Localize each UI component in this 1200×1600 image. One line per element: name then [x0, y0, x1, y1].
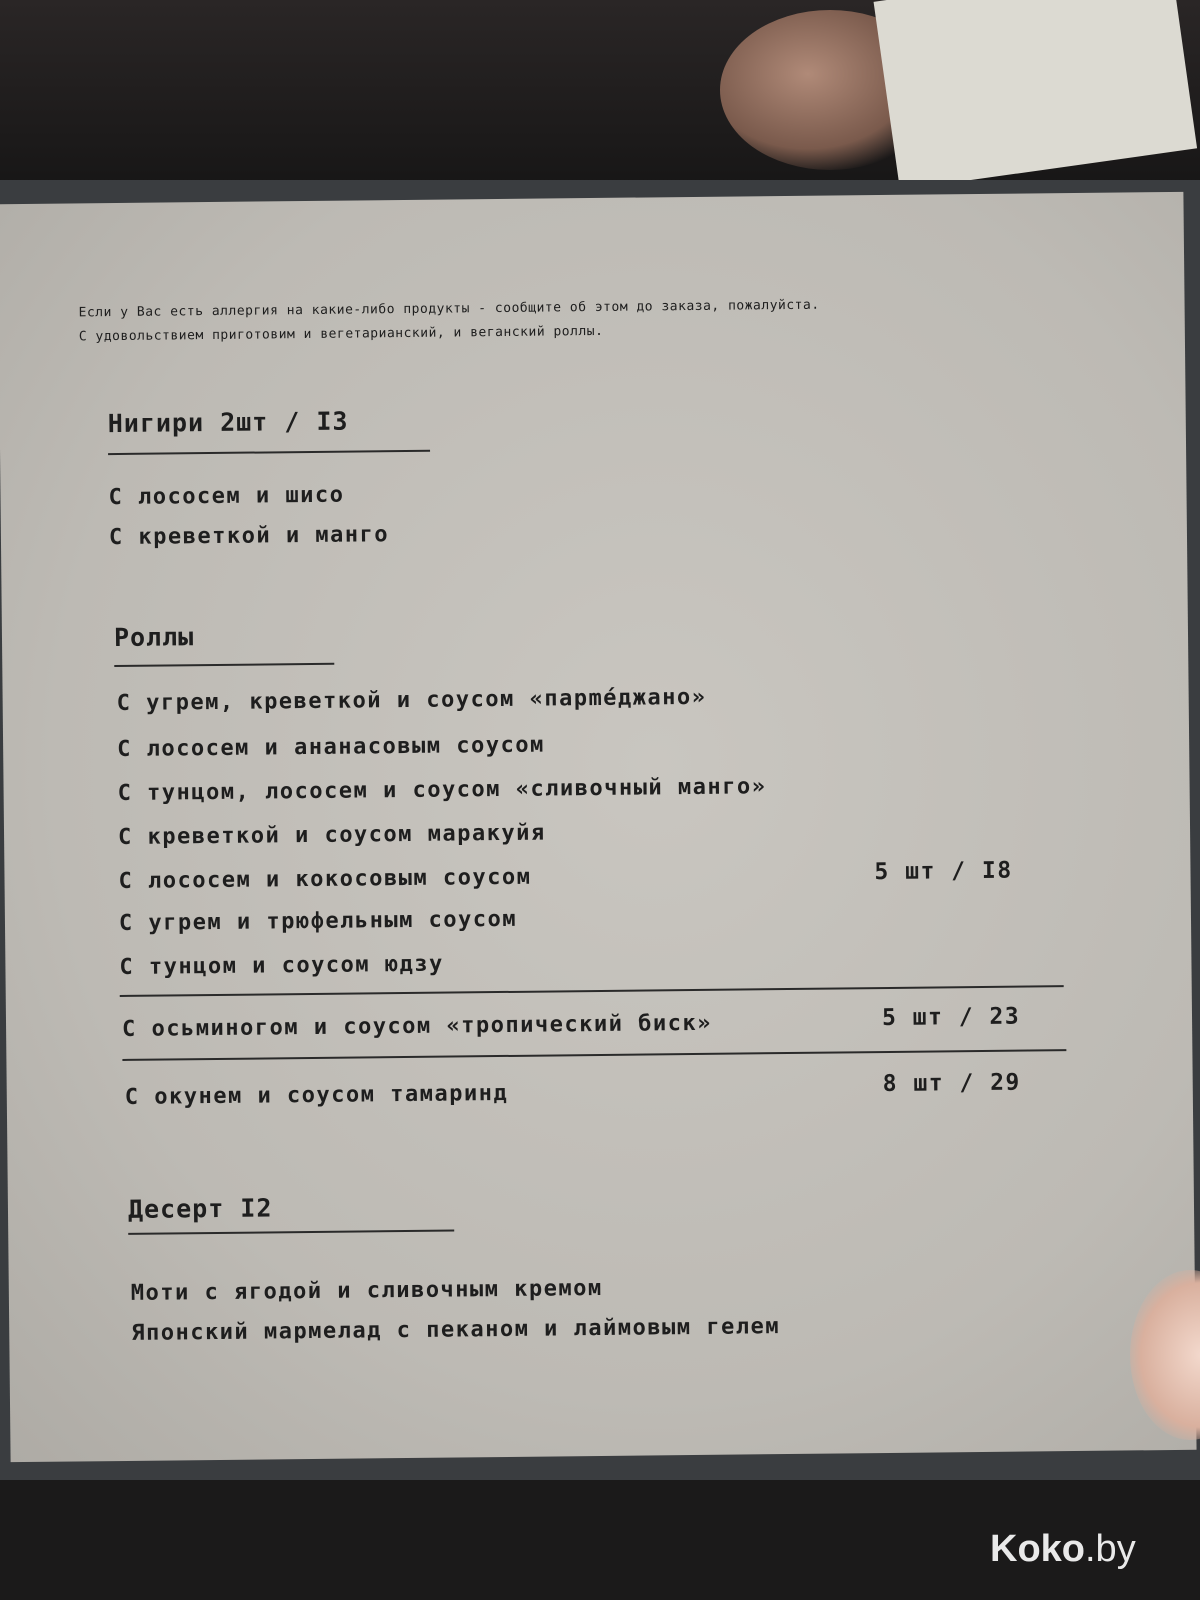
- roll-item-6: С угрем и трюфельным соусом: [118, 906, 518, 937]
- roll-group-price: 5 шт / I8: [874, 857, 1013, 886]
- roll-item-7: С тунцом и соусом юдзу: [119, 951, 444, 981]
- roll-perch-price: 8 шт / 29: [882, 1069, 1021, 1098]
- rolls-heading: Роллы: [113, 622, 195, 653]
- rolls-divider-1: [120, 985, 1064, 997]
- dessert-item-2: Японский мармелад с пеканом и лаймовым гелем: [131, 1314, 781, 1346]
- roll-item-4: С креветкой и соусом маракуйя: [117, 820, 546, 851]
- dessert-heading: Десерт I2: [127, 1193, 273, 1224]
- menu-page: [0, 192, 1197, 1462]
- roll-perch: С окунем и соусом тамаринд: [124, 1080, 509, 1110]
- rolls-divider-2: [122, 1049, 1066, 1061]
- watermark-brand: Koko: [990, 1528, 1085, 1570]
- roll-item-1: С угрем, креветкой и соусом «парméджано»: [116, 684, 707, 717]
- roll-octopus-price: 5 шт / 23: [881, 1003, 1021, 1032]
- watermark-tld: .by: [1085, 1528, 1136, 1570]
- allergy-note-line1: Если у Вас есть аллергия на какие-либо продукты - сообщите об этом до заказа, пожалуйста.: [78, 297, 820, 321]
- nigiri-item-2: С креветкой и манго: [108, 522, 390, 551]
- watermark-logo: [990, 1528, 1136, 1571]
- nigiri-item-1: С лососем и шисо: [108, 482, 345, 511]
- roll-item-3: С тунцом, лососем и соусом «сливочный манго»: [117, 774, 767, 807]
- roll-item-5: С лососем и кокосовым соусом: [118, 864, 532, 895]
- rolls-underline: [114, 663, 334, 667]
- nigiri-heading: Нигири 2шт / I3: [107, 406, 349, 439]
- nigiri-underline: [108, 450, 430, 455]
- roll-item-2: С лососем и ананасовым соусом: [117, 732, 545, 763]
- dessert-underline: [128, 1230, 454, 1235]
- allergy-note: [78, 294, 820, 350]
- dessert-item-1: Моти с ягодой и сливочным кремом: [130, 1275, 603, 1306]
- allergy-note-line2: С удовольствием приготовим и вегетарианский, и веганский роллы.: [78, 323, 604, 345]
- roll-octopus: С осьминогом и соусом «тропический биск»: [121, 1010, 713, 1042]
